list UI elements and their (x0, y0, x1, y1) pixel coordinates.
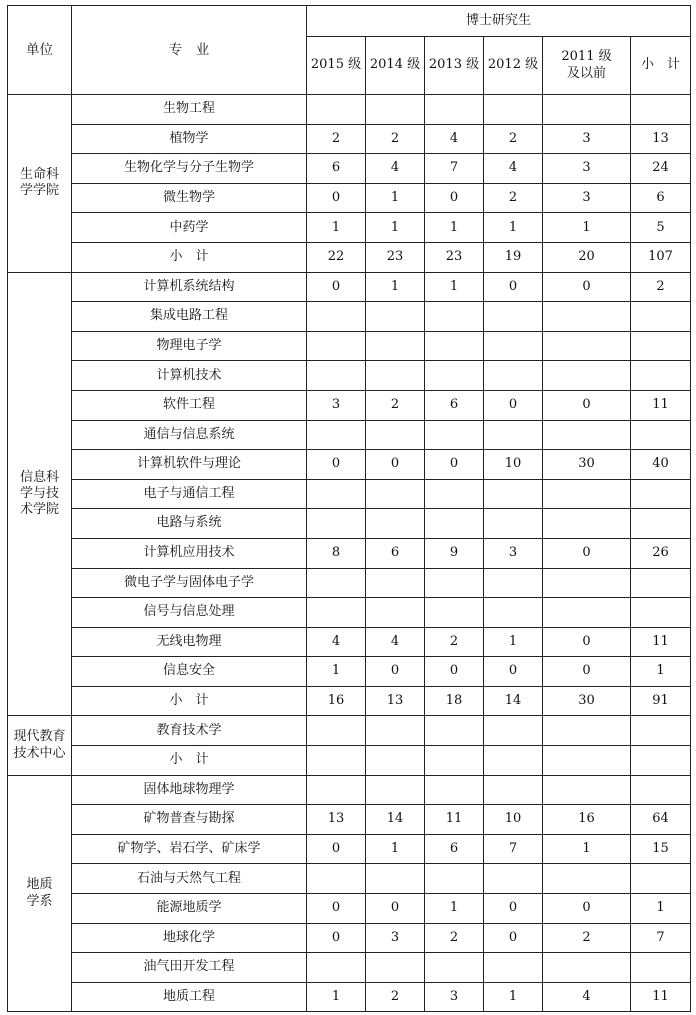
table-row (8, 154, 691, 184)
value-cell (631, 716, 691, 746)
value-cell: 1 (484, 627, 543, 657)
value-cell: 0 (307, 183, 366, 213)
major-cell: 地质工程 (72, 982, 307, 1012)
value-cell (425, 302, 484, 332)
value-cell (425, 716, 484, 746)
table-row (8, 242, 691, 272)
major-cell: 信息安全 (72, 657, 307, 687)
value-cell (366, 598, 425, 628)
value-cell (543, 775, 631, 805)
table-row (8, 538, 691, 568)
major-cell: 地球化学 (72, 923, 307, 953)
value-cell: 15 (631, 834, 691, 864)
header-unit: 单位 (8, 6, 72, 95)
value-cell (631, 479, 691, 509)
value-cell: 8 (307, 538, 366, 568)
value-cell: 13 (307, 805, 366, 835)
value-cell (484, 479, 543, 509)
value-cell (484, 568, 543, 598)
table-row (8, 124, 691, 154)
value-cell: 6 (307, 154, 366, 184)
value-cell: 2 (543, 923, 631, 953)
value-cell: 0 (366, 450, 425, 480)
value-cell: 3 (543, 183, 631, 213)
value-cell (631, 864, 691, 894)
value-cell: 1 (484, 213, 543, 243)
enrollment-table (7, 5, 691, 1012)
value-cell: 1 (543, 834, 631, 864)
table-row (8, 302, 691, 332)
table-row (8, 272, 691, 302)
value-cell (543, 598, 631, 628)
value-cell: 24 (631, 154, 691, 184)
table-row (8, 746, 691, 776)
value-cell: 4 (425, 124, 484, 154)
value-cell (484, 864, 543, 894)
value-cell: 0 (307, 450, 366, 480)
major-cell: 小 计 (72, 242, 307, 272)
value-cell (307, 568, 366, 598)
value-cell (425, 568, 484, 598)
value-cell: 0 (484, 923, 543, 953)
header-year: 2013 级 (425, 37, 484, 95)
value-cell: 7 (631, 923, 691, 953)
major-cell: 无线电物理 (72, 627, 307, 657)
major-cell: 计算机应用技术 (72, 538, 307, 568)
value-cell: 11 (631, 390, 691, 420)
value-cell (543, 568, 631, 598)
value-cell: 0 (425, 450, 484, 480)
value-cell: 23 (425, 242, 484, 272)
header-year: 小 计 (631, 37, 691, 95)
value-cell: 11 (425, 805, 484, 835)
value-cell (543, 479, 631, 509)
value-cell (631, 953, 691, 983)
value-cell: 3 (543, 124, 631, 154)
value-cell: 13 (366, 686, 425, 716)
value-cell: 40 (631, 450, 691, 480)
value-cell (366, 361, 425, 391)
value-cell (543, 509, 631, 539)
table-row (8, 953, 691, 983)
value-cell: 30 (543, 450, 631, 480)
value-cell (484, 953, 543, 983)
value-cell: 0 (543, 627, 631, 657)
value-cell: 1 (366, 272, 425, 302)
value-cell (307, 95, 366, 125)
table-row (8, 479, 691, 509)
value-cell: 3 (484, 538, 543, 568)
value-cell: 30 (543, 686, 631, 716)
value-cell: 14 (484, 686, 543, 716)
value-cell: 0 (484, 390, 543, 420)
value-cell: 11 (631, 627, 691, 657)
value-cell (366, 775, 425, 805)
value-cell (307, 302, 366, 332)
value-cell: 1 (543, 213, 631, 243)
table-row (8, 450, 691, 480)
major-cell: 电路与系统 (72, 509, 307, 539)
value-cell: 20 (543, 242, 631, 272)
value-cell: 6 (425, 390, 484, 420)
value-cell: 2 (425, 923, 484, 953)
table-row (8, 627, 691, 657)
value-cell: 1 (631, 894, 691, 924)
value-cell: 2 (366, 124, 425, 154)
value-cell: 1 (425, 894, 484, 924)
value-cell (366, 95, 425, 125)
value-cell: 1 (425, 213, 484, 243)
value-cell: 13 (631, 124, 691, 154)
value-cell (366, 864, 425, 894)
major-cell: 生物工程 (72, 95, 307, 125)
value-cell (631, 509, 691, 539)
value-cell (631, 775, 691, 805)
value-cell (484, 361, 543, 391)
value-cell: 2 (366, 390, 425, 420)
value-cell: 0 (425, 183, 484, 213)
value-cell: 107 (631, 242, 691, 272)
value-cell: 0 (543, 894, 631, 924)
value-cell (425, 775, 484, 805)
value-cell: 3 (366, 923, 425, 953)
value-cell: 2 (484, 124, 543, 154)
value-cell: 16 (543, 805, 631, 835)
value-cell (484, 331, 543, 361)
major-cell: 软件工程 (72, 390, 307, 420)
value-cell: 1 (366, 183, 425, 213)
header-year: 2012 级 (484, 37, 543, 95)
value-cell: 2 (631, 272, 691, 302)
value-cell: 4 (366, 154, 425, 184)
value-cell: 1 (366, 213, 425, 243)
value-cell (543, 331, 631, 361)
value-cell (631, 420, 691, 450)
header-year: 2014 级 (366, 37, 425, 95)
value-cell (425, 420, 484, 450)
table-row (8, 361, 691, 391)
value-cell: 1 (425, 272, 484, 302)
value-cell (366, 568, 425, 598)
table-row (8, 834, 691, 864)
value-cell: 3 (543, 154, 631, 184)
major-cell: 电子与通信工程 (72, 479, 307, 509)
major-cell: 石油与天然气工程 (72, 864, 307, 894)
value-cell (307, 479, 366, 509)
value-cell: 4 (366, 627, 425, 657)
value-cell (484, 775, 543, 805)
table-row (8, 420, 691, 450)
value-cell: 2 (484, 183, 543, 213)
value-cell (425, 331, 484, 361)
major-cell: 微电子学与固体电子学 (72, 568, 307, 598)
value-cell (307, 331, 366, 361)
table-row (8, 657, 691, 687)
table-row (8, 509, 691, 539)
value-cell: 6 (631, 183, 691, 213)
value-cell (366, 509, 425, 539)
major-cell: 能源地质学 (72, 894, 307, 924)
value-cell (366, 302, 425, 332)
major-cell: 植物学 (72, 124, 307, 154)
value-cell: 16 (307, 686, 366, 716)
value-cell (631, 361, 691, 391)
unit-cell: 生命科 学学院 (8, 95, 72, 273)
table-row (8, 598, 691, 628)
major-cell: 信号与信息处理 (72, 598, 307, 628)
unit-cell: 信息科 学与技 术学院 (8, 272, 72, 716)
value-cell (543, 302, 631, 332)
value-cell (631, 95, 691, 125)
value-cell: 91 (631, 686, 691, 716)
value-cell (484, 746, 543, 776)
value-cell: 0 (484, 894, 543, 924)
value-cell (425, 479, 484, 509)
value-cell: 10 (484, 805, 543, 835)
value-cell (425, 95, 484, 125)
value-cell: 22 (307, 242, 366, 272)
value-cell (307, 746, 366, 776)
value-cell: 0 (307, 272, 366, 302)
major-cell: 教育技术学 (72, 716, 307, 746)
value-cell: 4 (484, 154, 543, 184)
value-cell: 23 (366, 242, 425, 272)
value-cell (484, 716, 543, 746)
value-cell (631, 331, 691, 361)
value-cell (484, 420, 543, 450)
value-cell (543, 746, 631, 776)
value-cell: 2 (425, 627, 484, 657)
value-cell (543, 864, 631, 894)
value-cell: 5 (631, 213, 691, 243)
value-cell (307, 864, 366, 894)
table-row (8, 95, 691, 125)
value-cell (543, 361, 631, 391)
value-cell (631, 598, 691, 628)
value-cell: 1 (307, 982, 366, 1012)
value-cell (425, 953, 484, 983)
value-cell: 9 (425, 538, 484, 568)
value-cell: 0 (425, 657, 484, 687)
value-cell (543, 716, 631, 746)
value-cell: 26 (631, 538, 691, 568)
unit-cell: 现代教育 技术中心 (8, 716, 72, 775)
value-cell (543, 95, 631, 125)
value-cell: 6 (366, 538, 425, 568)
major-cell: 计算机系统结构 (72, 272, 307, 302)
value-cell (425, 361, 484, 391)
major-cell: 微生物学 (72, 183, 307, 213)
table-row (8, 331, 691, 361)
major-cell: 小 计 (72, 746, 307, 776)
major-cell: 小 计 (72, 686, 307, 716)
header-group: 博士研究生 (307, 6, 691, 37)
major-cell: 物理电子学 (72, 331, 307, 361)
value-cell: 0 (543, 657, 631, 687)
value-cell (484, 598, 543, 628)
major-cell: 矿物普查与勘探 (72, 805, 307, 835)
value-cell (484, 302, 543, 332)
table-row (8, 213, 691, 243)
value-cell: 0 (543, 538, 631, 568)
value-cell (366, 331, 425, 361)
value-cell: 18 (425, 686, 484, 716)
value-cell: 1 (631, 657, 691, 687)
value-cell (543, 953, 631, 983)
value-cell (366, 746, 425, 776)
value-cell (631, 302, 691, 332)
value-cell (366, 716, 425, 746)
table-row (8, 982, 691, 1012)
value-cell (425, 864, 484, 894)
value-cell: 0 (484, 272, 543, 302)
table-row (8, 716, 691, 746)
value-cell: 7 (484, 834, 543, 864)
major-cell: 矿物学、岩石学、矿床学 (72, 834, 307, 864)
table-row (8, 686, 691, 716)
value-cell (307, 509, 366, 539)
table-row (8, 923, 691, 953)
header-year: 2011 级 及以前 (543, 37, 631, 95)
value-cell (307, 775, 366, 805)
value-cell (307, 716, 366, 746)
table-row (8, 390, 691, 420)
table-row (8, 805, 691, 835)
value-cell (425, 598, 484, 628)
value-cell: 2 (366, 982, 425, 1012)
value-cell (543, 420, 631, 450)
major-cell: 油气田开发工程 (72, 953, 307, 983)
major-cell: 中药学 (72, 213, 307, 243)
value-cell: 0 (543, 272, 631, 302)
value-cell: 0 (307, 894, 366, 924)
value-cell: 1 (366, 834, 425, 864)
value-cell (366, 953, 425, 983)
value-cell: 1 (484, 982, 543, 1012)
table-row (8, 894, 691, 924)
value-cell (631, 568, 691, 598)
value-cell: 6 (425, 834, 484, 864)
value-cell (484, 509, 543, 539)
value-cell (484, 95, 543, 125)
value-cell: 0 (366, 894, 425, 924)
value-cell: 0 (307, 923, 366, 953)
value-cell (366, 420, 425, 450)
major-cell: 固体地球物理学 (72, 775, 307, 805)
value-cell (425, 509, 484, 539)
value-cell: 11 (631, 982, 691, 1012)
value-cell: 19 (484, 242, 543, 272)
major-cell: 计算机技术 (72, 361, 307, 391)
value-cell (307, 953, 366, 983)
table-row (8, 775, 691, 805)
value-cell: 7 (425, 154, 484, 184)
value-cell (425, 746, 484, 776)
value-cell: 0 (366, 657, 425, 687)
value-cell: 0 (543, 390, 631, 420)
major-cell: 生物化学与分子生物学 (72, 154, 307, 184)
value-cell (307, 361, 366, 391)
value-cell: 2 (307, 124, 366, 154)
value-cell (366, 479, 425, 509)
value-cell: 4 (543, 982, 631, 1012)
value-cell: 1 (307, 213, 366, 243)
unit-cell: 地质 学系 (8, 775, 72, 1012)
value-cell: 10 (484, 450, 543, 480)
value-cell: 3 (425, 982, 484, 1012)
table-row (8, 864, 691, 894)
value-cell: 1 (307, 657, 366, 687)
value-cell (631, 746, 691, 776)
value-cell (307, 420, 366, 450)
major-cell: 计算机软件与理论 (72, 450, 307, 480)
value-cell: 0 (307, 834, 366, 864)
table-row (8, 568, 691, 598)
value-cell: 64 (631, 805, 691, 835)
value-cell: 4 (307, 627, 366, 657)
major-cell: 通信与信息系统 (72, 420, 307, 450)
value-cell: 0 (484, 657, 543, 687)
header-major: 专 业 (72, 6, 307, 95)
value-cell (307, 598, 366, 628)
header-year: 2015 级 (307, 37, 366, 95)
table-row (8, 183, 691, 213)
value-cell: 14 (366, 805, 425, 835)
value-cell: 3 (307, 390, 366, 420)
major-cell: 集成电路工程 (72, 302, 307, 332)
